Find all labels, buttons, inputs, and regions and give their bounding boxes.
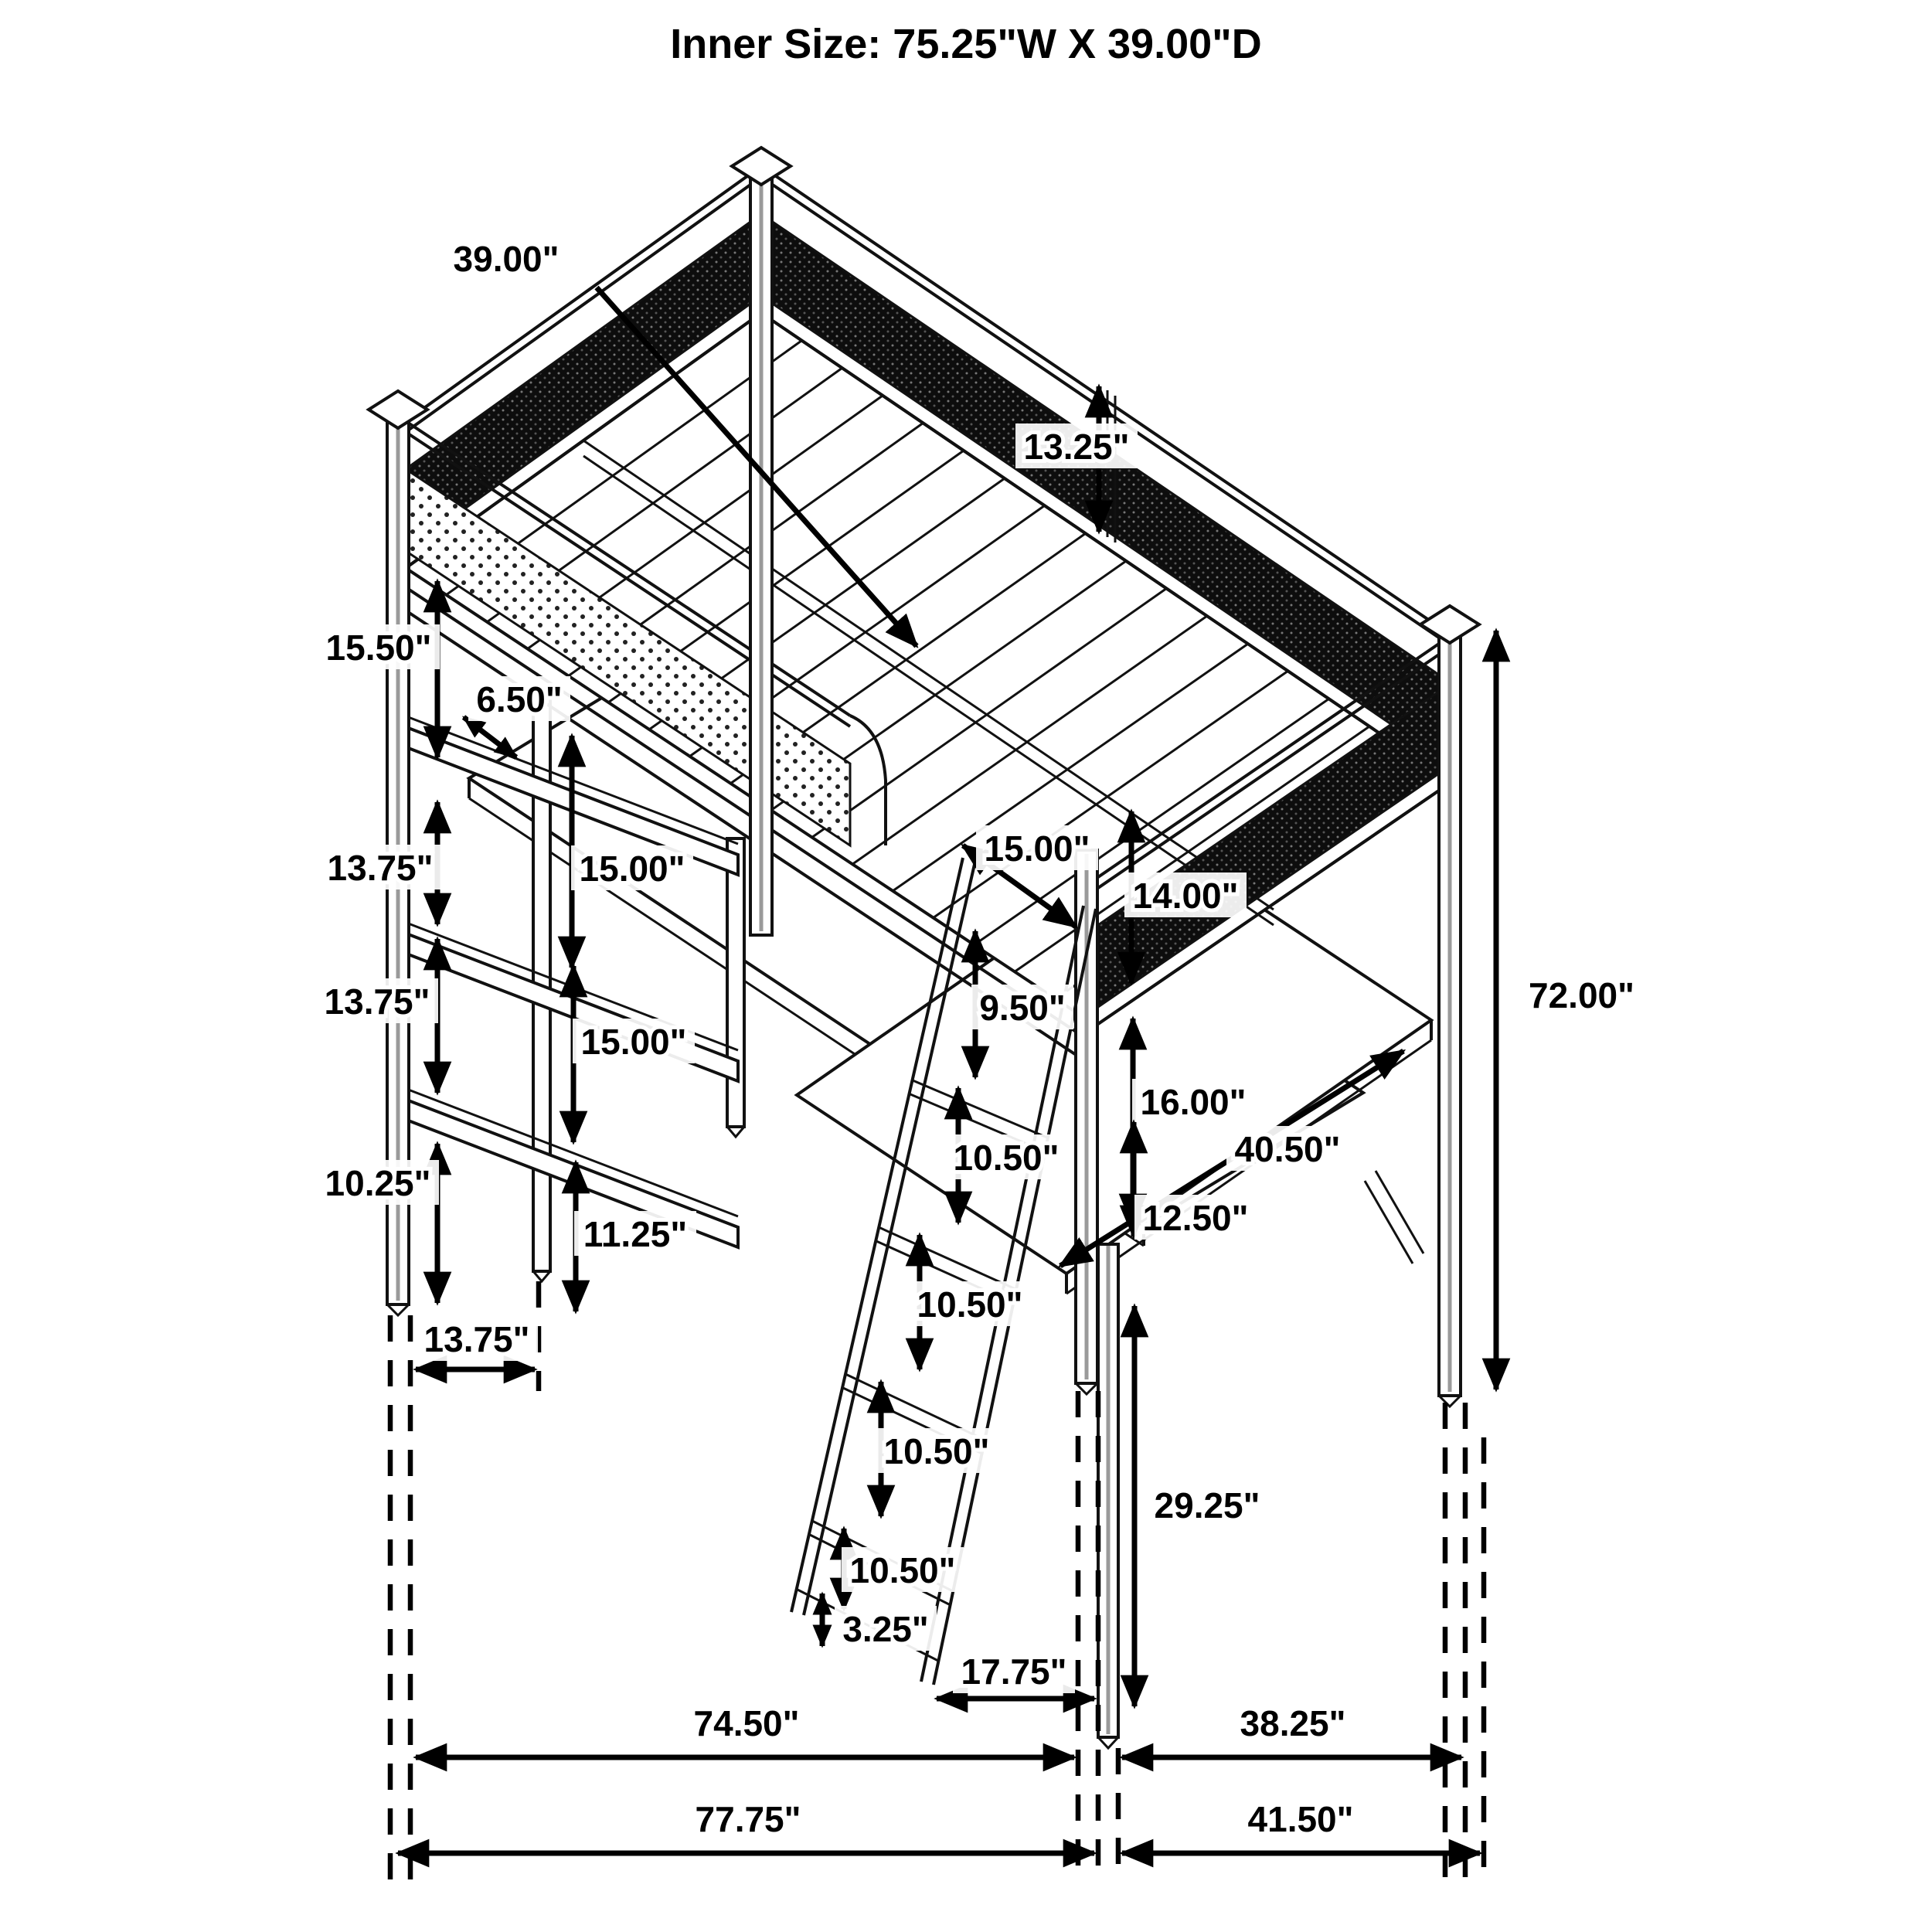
dim-label: 11.25" [583, 1214, 688, 1254]
dim-label: 74.50" [693, 1703, 800, 1743]
dim-label: 10.50" [883, 1431, 990, 1471]
dim-shelf-footprint-13-75in [416, 1316, 538, 1369]
dim-label: 17.75" [961, 1651, 1067, 1692]
dim-label: 14.00" [1132, 876, 1239, 916]
dim-label: 10.50" [849, 1550, 956, 1590]
dim-label: 12.50" [1142, 1198, 1249, 1238]
dim-label: 10.50" [917, 1284, 1023, 1325]
dim-label: 3.25" [842, 1609, 929, 1649]
dim-label: 29.25" [1154, 1485, 1260, 1526]
dim-label: 38.25" [1240, 1703, 1346, 1743]
dim-desk-height-29-25in [1134, 1306, 1268, 1706]
dim-label: 6.50" [476, 679, 563, 719]
dim-ladder-bottom-gap-3-25in [822, 1594, 937, 1651]
tower-mid-leg [727, 838, 744, 1127]
dim-rail-to-shelf-15-50in [318, 581, 440, 757]
diagram-title: Inner Size: 75.25"W X 39.00"D [670, 21, 1262, 67]
dim-shelf1-to-shelf2-13-75in [319, 802, 441, 924]
dim-bed-length-overall-77-75in [398, 1796, 1094, 1853]
dim-label: 15.00" [984, 828, 1090, 869]
side-desk-front-leg [1098, 1244, 1118, 1748]
dim-label: 13.25" [1023, 427, 1130, 467]
dim-shelf3-to-floor-10-25in [317, 1144, 439, 1303]
dim-desk-depth-inner-38-25in [1122, 1700, 1461, 1757]
post-cap [1420, 606, 1479, 643]
dim-shelf2-to-shelf3-13-75in [316, 939, 438, 1093]
dim-label: 40.50" [1234, 1129, 1341, 1169]
dim-ladder-foot-offset-17-75in [937, 1648, 1094, 1699]
dim-label: 13.75" [324, 981, 430, 1022]
dim-label: 15.00" [580, 1022, 687, 1062]
dim-label: 41.50" [1247, 1799, 1354, 1839]
dim-bed-length-inner-74-50in [416, 1700, 1074, 1757]
dim-desk-clearance-lower-15-00in [573, 966, 695, 1142]
dim-label: 72.00" [1529, 975, 1634, 1015]
dim-label: 15.00" [579, 849, 685, 889]
dim-label: 10.50" [953, 1138, 1060, 1178]
dim-overall-height-72-00in [1496, 631, 1651, 1389]
dim-label: 9.50" [979, 988, 1066, 1028]
dim-desk-depth-overall-41-50in [1122, 1796, 1480, 1853]
dim-label: 13.75" [423, 1319, 530, 1359]
dim-label: 77.75" [695, 1799, 801, 1839]
dim-label: 16.00" [1140, 1082, 1247, 1122]
dim-ladder-rung-gap2-10-50in [909, 1235, 1031, 1369]
dim-label: 39.00" [453, 239, 560, 279]
dim-ladder-rung-gap4-10-50in [842, 1529, 964, 1609]
dim-label: 15.50" [325, 628, 432, 668]
dim-label: 13.75" [327, 848, 434, 888]
dim-label: 10.25" [325, 1163, 431, 1203]
